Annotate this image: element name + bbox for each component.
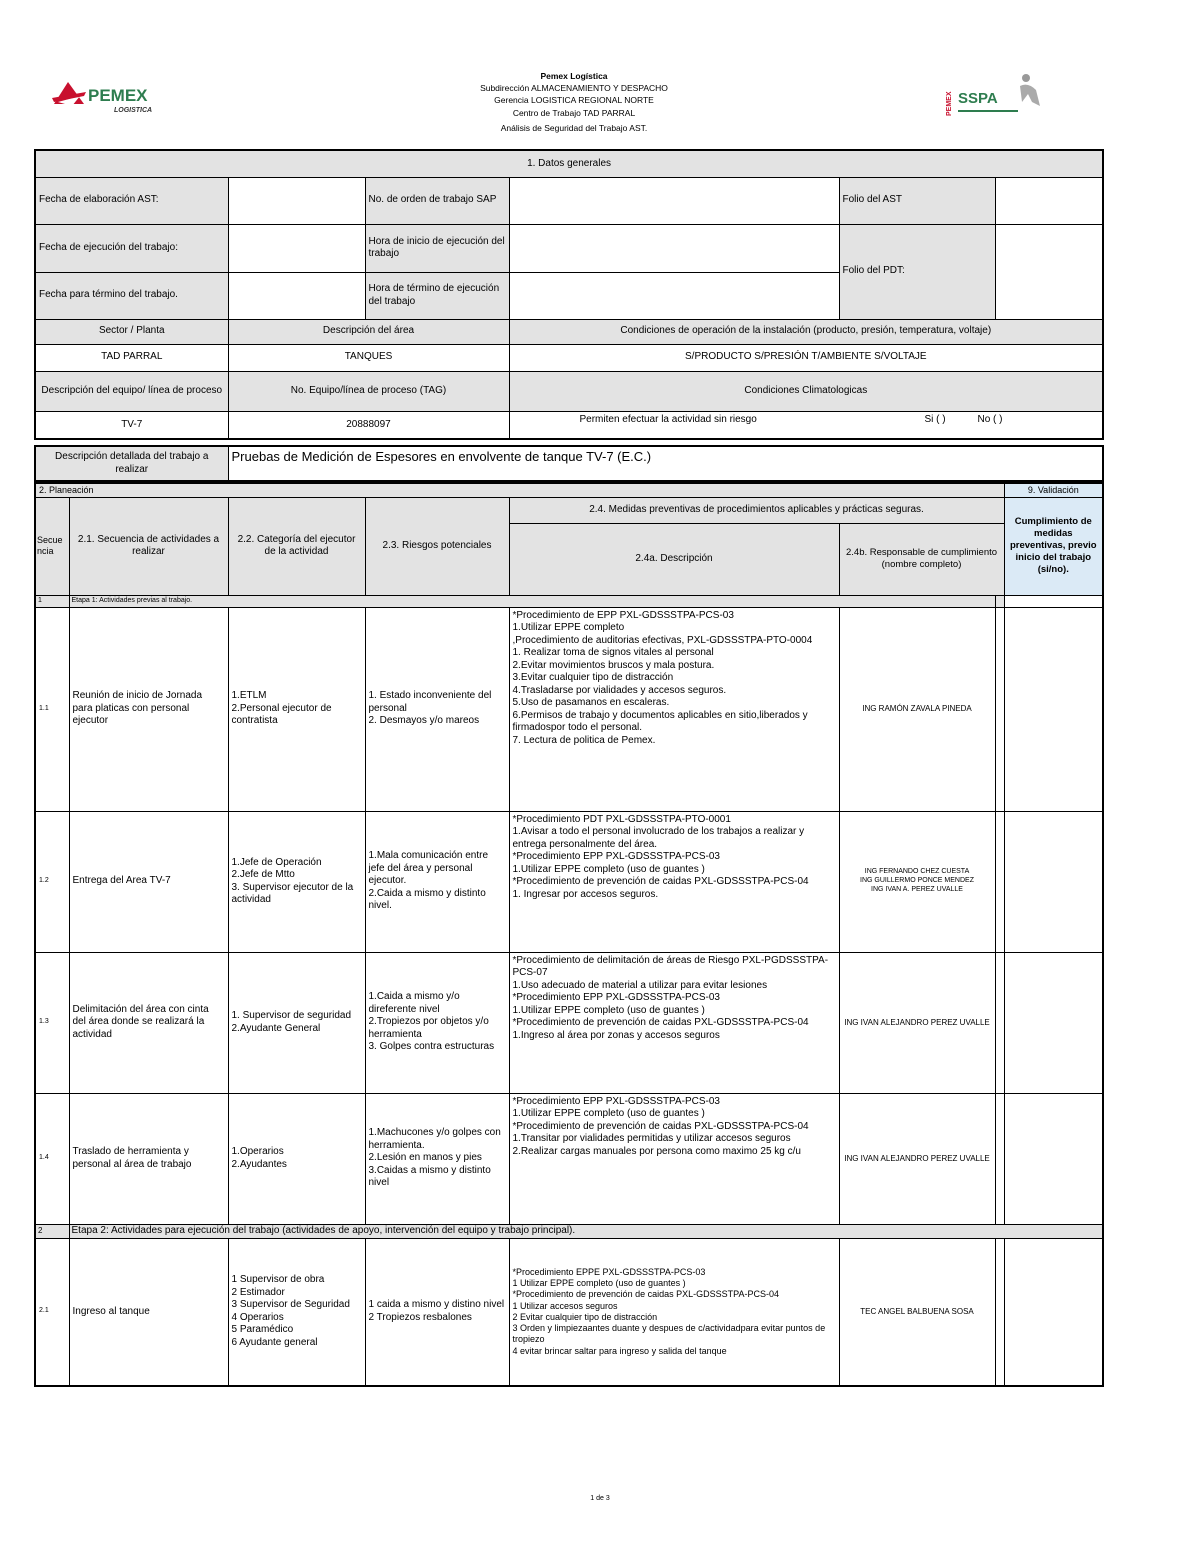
row-actividad: Delimitación del área con cinta del área donde se realizará la actividad [69, 952, 228, 1093]
sector-label: Sector / Planta [35, 319, 228, 344]
table-row [35, 1238, 1103, 1386]
row-descripcion: *Procedimiento PDT PXL-GDSSSTPA-PTO-0001 1.Avisar a todo el personal involucrado de los trabajos a realizar y entrega personalmente del área. *Procedimiento EPP PXL-GDSSSTPA-PCS-03 1.Utilizar EPPE completo (uso de guantes ) *Procedimiento de prevención de caidas PXL-GDSSSTPA-PCS-04 1. Ingresar por accesos seguros. [509, 811, 839, 952]
page-number: 1 de 3 [590, 1495, 610, 1502]
col-categoria: 2.2. Categoría del ejecutor de la actividad [228, 497, 365, 595]
document-header [34, 66, 1102, 144]
row-responsable: TEC ANGEL BALBUENA SOSA [839, 1238, 995, 1386]
pemex-logo-text: PEMEX [88, 86, 148, 105]
sector-value: TAD PARRAL [35, 344, 228, 371]
sspa-logo-prefix: PEMEX [946, 91, 953, 116]
row-spacer [995, 811, 1004, 952]
col-medidas: 2.4. Medidas preventivas de procedimientos aplicables y prácticas seguras. [509, 497, 1004, 523]
row-spacer [995, 1093, 1004, 1224]
si-checkbox[interactable]: Si ( ) [924, 413, 946, 425]
fecha-ejecucion-field[interactable] [228, 224, 365, 272]
row-cumplimiento[interactable] [1004, 607, 1103, 811]
fecha-termino-label: Fecha para término del trabajo. [35, 272, 228, 319]
row-responsable: ING FERNANDO CHEZ CUESTA ING GUILLERMO PONCE MENDEZ ING IVAN A. PEREZ UVALLE [839, 811, 995, 952]
pemex-logo-sub: LOGISTICA [114, 107, 153, 114]
col-secuencia: Secuencia [35, 497, 69, 595]
folio-pdt-field[interactable] [995, 224, 1103, 319]
row-responsable: ING IVAN ALEJANDRO PEREZ UVALLE [839, 1093, 995, 1224]
row-actividad: Entrega del Area TV-7 [69, 811, 228, 952]
header-line-subdireccion: Subdirección ALMACENAMIENTO Y DESPACHO [480, 83, 668, 94]
table-row [35, 811, 1103, 952]
row-categoria: 1.ETLM 2.Personal ejecutor de contratista [228, 607, 365, 811]
row-riesgos: 1.Mala comunicación entre jefe del área y personal ejecutor. 2.Caida a mismo y distinto nivel. [365, 811, 509, 952]
condiciones-value: S/PRODUCTO S/PRESIÓN T/AMBIENTE S/VOLTAJE [509, 344, 1103, 371]
table-row [35, 1093, 1103, 1224]
col-descripcion: 2.4a. Descripción [509, 523, 839, 595]
row-num: 1.1 [35, 607, 69, 811]
row-cumplimiento[interactable] [1004, 952, 1103, 1093]
row-categoria: 1 Supervisor de obra 2 Estimador 3 Supervisor de Seguridad 4 Operarios 5 Paramédico 6 Ayudante general [228, 1238, 365, 1386]
header-line-gerencia: Gerencia LOGISTICA REGIONAL NORTE [494, 95, 654, 106]
sspa-figure-icon [1014, 72, 1044, 112]
no-checkbox[interactable]: No ( ) [977, 413, 1003, 425]
clima-row [509, 411, 1103, 439]
area-value: TANQUES [228, 344, 509, 371]
col-actividades: 2.1. Secuencia de actividades a realizar [69, 497, 228, 595]
col-responsable: 2.4b. Responsable de cumplimiento (nombre completo) [839, 523, 1004, 595]
folio-ast-field[interactable] [995, 177, 1103, 224]
hora-inicio-field[interactable] [509, 224, 839, 272]
fecha-termino-field[interactable] [228, 272, 365, 319]
trabajo-table [34, 445, 1104, 482]
row-riesgos: 1.Caida a mismo y/o direferente nivel 2.Tropiezos por objetos y/o herramienta 3. Golpes contra estructuras [365, 952, 509, 1093]
row-actividad: Traslado de herramienta y personal al área de trabajo [69, 1093, 228, 1224]
header-line-titulo: Análisis de Seguridad del Trabajo AST. [500, 122, 648, 133]
hora-inicio-label: Hora de inicio de ejecución del trabajo [365, 224, 509, 272]
row-categoria: 1.Jefe de Operación 2.Jefe de Mtto 3. Supervisor ejecutor de la actividad [228, 811, 365, 952]
row-responsable: ING RAMÓN ZAVALA PINEDA [839, 607, 995, 811]
row-num: 2.1 [35, 1238, 69, 1386]
header-line-company: Pemex Logística [540, 71, 608, 81]
tag-label: No. Equipo/línea de proceso (TAG) [228, 371, 509, 411]
general-section-title: 1. Datos generales [35, 150, 1103, 177]
col-riesgos: 2.3. Riesgos potenciales [365, 497, 509, 595]
orden-sap-field[interactable] [509, 177, 839, 224]
table-row [35, 607, 1103, 811]
folio-ast-label: Folio del AST [839, 177, 995, 224]
general-data-table [34, 149, 1104, 440]
trabajo-label: Descripción detallada del trabajo a realizar [35, 446, 228, 481]
fecha-ejecucion-label: Fecha de ejecución del trabajo: [35, 224, 228, 272]
area-label: Descripción del área [228, 319, 509, 344]
stage1-title: Etapa 1: Actividades previas al trabajo. [69, 595, 995, 607]
row-descripcion: *Procedimiento de EPP PXL-GDSSSTPA-PCS-03 1.Utilizar EPPE completo ,Procedimiento de auditorias efectivas, PXL-GDSSSTPA-PTO-0004 1. Realizar toma de signos vitales al personal 2.Evitar movimientos bruscos y mala postura. 3.Evitar cualquier tipo de distracción 4.Trasladarse por vialidades y accesos seguros. 5.Uso de pasamanos en escaleras. 6.Permisos de trabajo y documentos aplicables en sitio,liberados y firmadospor todo el personal. 7. Lectura de politica de Pemex. [509, 607, 839, 811]
sspa-logo [946, 68, 1056, 126]
row-actividad: Ingreso al tanque [69, 1238, 228, 1386]
row-num: 1.2 [35, 811, 69, 952]
header-line-centro: Centro de Trabajo TAD PARRAL [512, 107, 636, 118]
sspa-underline [958, 110, 1018, 112]
pemex-logo [50, 74, 210, 118]
header-lines [364, 70, 784, 134]
tag-value: 20888097 [228, 411, 509, 439]
table-row [35, 952, 1103, 1093]
planeacion-section-title: 2. Planeación [35, 483, 1004, 497]
validacion-title: 9. Validación [1004, 483, 1103, 497]
hora-termino-label: Hora de término de ejecución del trabajo [365, 272, 509, 319]
stage2-title: Etapa 2: Actividades para ejecución del trabajo (actividades de apoyo, intervención del equipo y trabajo principal). [69, 1224, 1103, 1238]
row-riesgos: 1 caida a mismo y distino nivel 2 Tropiezos resbalones [365, 1238, 509, 1386]
row-riesgos: 1.Machucones y/o golpes con herramienta. 2.Lesión en manos y pies 3.Caidas a mismo y distinto nivel [365, 1093, 509, 1224]
row-descripcion: *Procedimiento de delimitación de áreas de Riesgo PXL-PGDSSSTPA-PCS-07 1.Uso adecuado de material a utilizar para evitar lesiones *Procedimiento EPP PXL-GDSSSTPA-PCS-03 1.Utilizar EPPE completo (uso de guantes ) *Procedimiento de prevención de caidas PXL-GDSSSTPA-PCS-04 1.Ingreso al área por zonas y accesos seguros [509, 952, 839, 1093]
row-actividad: Reunión de inicio de Jornada para platicas con personal ejecutor [69, 607, 228, 811]
permiten-label: Permiten efectuar la actividad sin riesgo [579, 413, 757, 425]
row-categoria: 1. Supervisor de seguridad 2.Ayudante General [228, 952, 365, 1093]
stage2-num: 2 [35, 1224, 69, 1238]
clima-label: Condiciones Climatologicas [509, 371, 1103, 411]
row-riesgos: 1. Estado inconveniente del personal 2. Desmayos y/o mareos [365, 607, 509, 811]
stage1-num: 1 [35, 595, 69, 607]
condiciones-label: Condiciones de operación de la instalación (producto, presión, temperatura, voltaje) [509, 319, 1103, 344]
equipo-label: Descripción del equipo/ línea de proceso [35, 371, 228, 411]
row-responsable: ING IVAN ALEJANDRO PEREZ UVALLE [839, 952, 995, 1093]
hora-termino-field[interactable] [509, 272, 839, 319]
row-cumplimiento[interactable] [1004, 1093, 1103, 1224]
stage1-validation-cell [1004, 595, 1103, 607]
row-spacer [995, 1238, 1004, 1386]
row-cumplimiento[interactable] [1004, 811, 1103, 952]
col-cumplimiento: Cumplimiento de medidas preventivas, previo inicio del trabajo (si/no). [1004, 497, 1103, 595]
fecha-elaboracion-field[interactable] [228, 177, 365, 224]
stage1-spacer [995, 595, 1004, 607]
equipo-value: TV-7 [35, 411, 228, 439]
row-spacer [995, 607, 1004, 811]
row-descripcion: *Procedimiento EPP PXL-GDSSSTPA-PCS-03 1.Utilizar EPPE completo (uso de guantes ) *Procedimiento de prevención de caidas PXL-GDSSSTPA-PCS-04 1.Transitar por vialidades permitidas y utilizar accesos seguros 2.Realizar cargas manuales por persona como maximo 25 kg c/u [509, 1093, 839, 1224]
folio-pdt-label: Folio del PDT: [839, 224, 995, 319]
row-cumplimiento[interactable] [1004, 1238, 1103, 1386]
row-descripcion: *Procedimiento EPPE PXL-GDSSSTPA-PCS-03 1 Utilizar EPPE completo (uso de guantes ) *Procedimiento de prevención de caidas PXL-GDSSSTPA-PCS-04 1 Utilizar accesos seguros 2 Evitar cualquier tipo de distracción 3 Orden y limpiezaantes duante y despues de c/actividadpara evitar puntos de tropiezo 4 evitar brincar saltar para ingreso y salida del tanque [509, 1238, 839, 1386]
row-spacer [995, 952, 1004, 1093]
row-num: 1.4 [35, 1093, 69, 1224]
fecha-elaboracion-label: Fecha de elaboración AST: [35, 177, 228, 224]
planeacion-table [34, 482, 1104, 1387]
orden-sap-label: No. de orden de trabajo SAP [365, 177, 509, 224]
trabajo-value: Pruebas de Medición de Espesores en envolvente de tanque TV-7 (E.C.) [228, 446, 1103, 481]
sspa-logo-text: SSPA [958, 90, 998, 107]
row-num: 1.3 [35, 952, 69, 1093]
row-categoria: 1.Operarios 2.Ayudantes [228, 1093, 365, 1224]
